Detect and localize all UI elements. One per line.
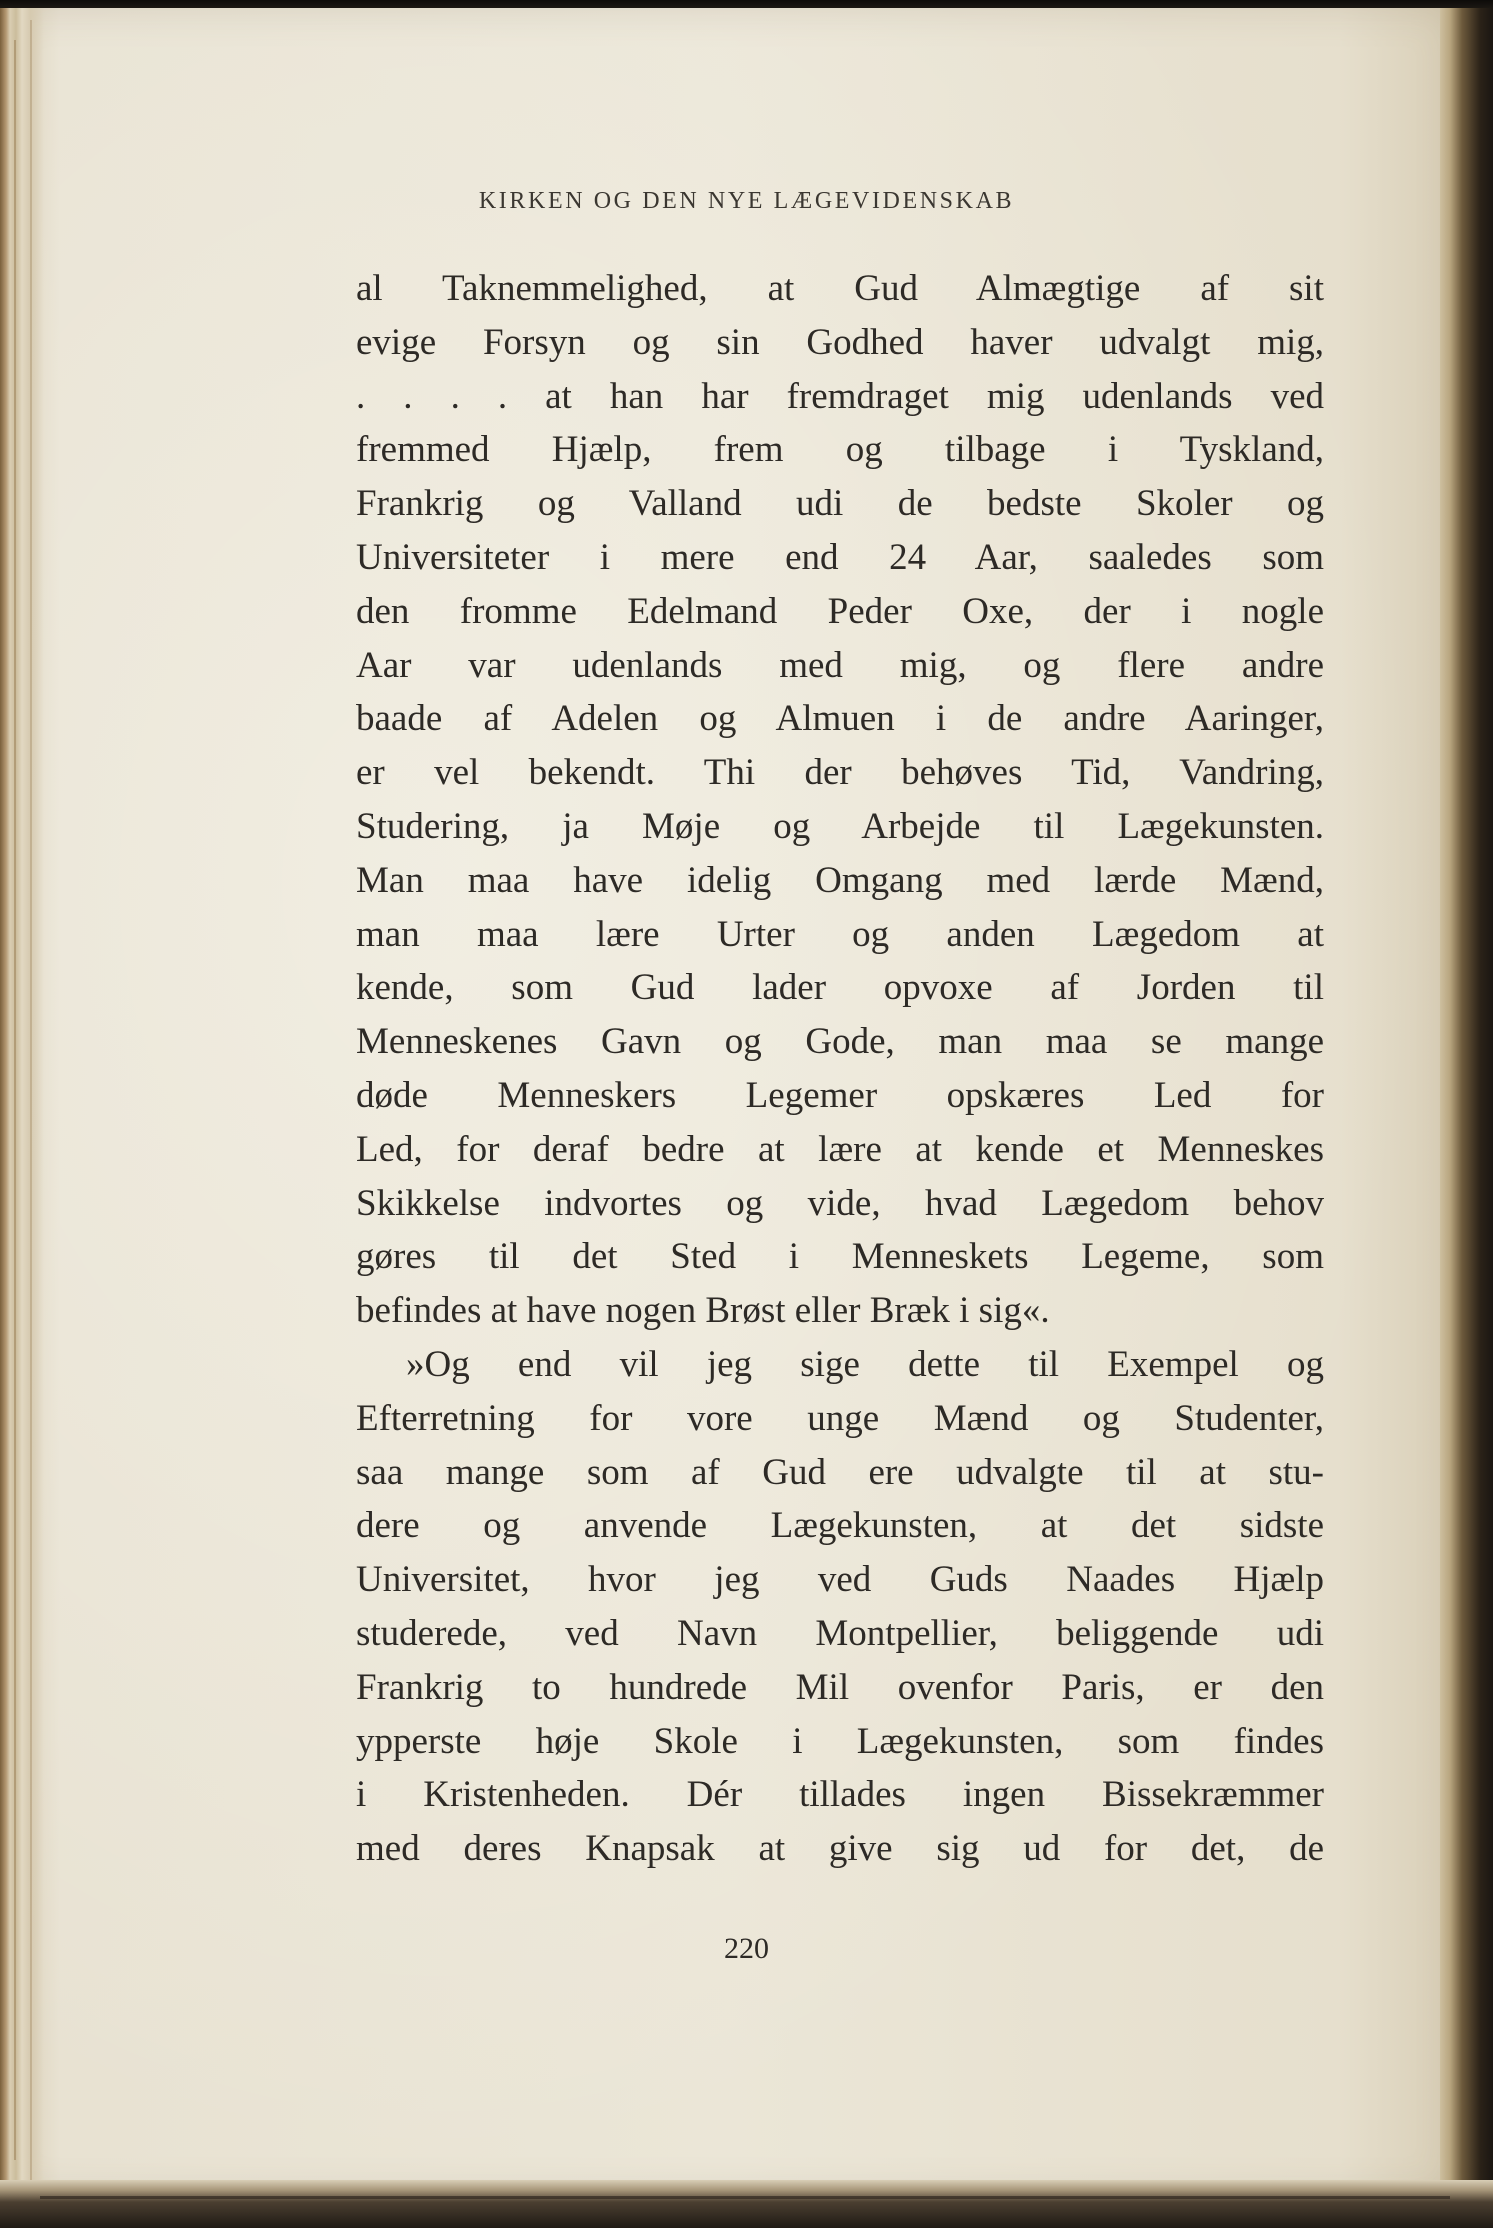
- text-line: Universitet, hvor jeg ved Guds Naades Hjælp: [356, 1559, 1324, 1601]
- text-line: med deres Knapsak at give sig ud for det, de: [356, 1828, 1324, 1870]
- text-line: baade af Adelen og Almuen i de andre Aaringer,: [356, 698, 1324, 740]
- text-line: døde Menneskers Legemer opskæres Led for: [356, 1074, 1324, 1116]
- text-line: Frankrig og Valland udi de bedste Skoler og: [356, 483, 1324, 525]
- text-line: Efterretning for vore unge Mænd og Studenter,: [356, 1397, 1324, 1439]
- text-line: dere og anvende Lægekunsten, at det sidste: [356, 1505, 1324, 1547]
- text-line: Man maa have idelig Omgang med lærde Mænd,: [356, 859, 1324, 901]
- text-line: ypperste høje Skole i Lægekunsten, som findes: [356, 1720, 1324, 1762]
- text-line: . . . . at han har fremdraget mig udenlands ved: [356, 375, 1324, 417]
- paragraph-end-line: befindes at have nogen Brøst eller Bræk i sig«.: [356, 1290, 1050, 1332]
- binding-crease: [14, 40, 16, 2160]
- text-line: Skikkelse indvortes og vide, hvad Lægedom behov: [356, 1182, 1324, 1224]
- text-line: kende, som Gud lader opvoxe af Jorden til: [356, 967, 1324, 1009]
- book-binding: [0, 8, 44, 2196]
- text-line: gøres til det Sted i Menneskets Legeme, som: [356, 1236, 1324, 1278]
- text-line: den fromme Edelmand Peder Oxe, der i nogle: [356, 590, 1324, 632]
- binding-crease: [30, 20, 32, 2180]
- paragraph-start-line: »Og end vil jeg sige dette til Exempel og: [406, 1343, 1324, 1385]
- page-bottom-edge: [0, 2180, 1493, 2228]
- text-line: er vel bekendt. Thi der behøves Tid, Vandring,: [356, 752, 1324, 794]
- running-head: KIRKEN OG DEN NYE LÆGEVIDENSKAB: [478, 188, 1015, 214]
- text-line: Frankrig to hundrede Mil ovenfor Paris, er den: [356, 1666, 1324, 1708]
- text-line: studerede, ved Navn Montpellier, beliggende udi: [356, 1612, 1324, 1654]
- text-line: Aar var udenlands med mig, og flere andre: [356, 644, 1324, 686]
- text-line: Led, for deraf bedre at lære at kende et Menneskes: [356, 1128, 1324, 1170]
- page-right-edge: [1440, 8, 1493, 2208]
- text-line: man maa lære Urter og anden Lægedom at: [356, 913, 1324, 955]
- text-line: Menneskenes Gavn og Gode, man maa se mange: [356, 1021, 1324, 1063]
- text-line: i Kristenheden. Dér tillades ingen Bissekræmmer: [356, 1774, 1324, 1816]
- body-text: [356, 262, 1324, 1876]
- text-line: al Taknemmelighed, at Gud Almægtige af sit: [356, 268, 1324, 309]
- text-line: Universiteter i mere end 24 Aar, saaledes som: [356, 536, 1324, 578]
- page-number: 220: [724, 1932, 769, 1965]
- page-bottom-rule: [40, 2196, 1450, 2199]
- text-line: saa mange som af Gud ere udvalgte til at stu-: [356, 1451, 1324, 1493]
- text-line: Studering, ja Møje og Arbejde til Lægekunsten.: [356, 805, 1324, 847]
- text-line: fremmed Hjælp, frem og tilbage i Tyskland,: [356, 429, 1324, 471]
- text-line: evige Forsyn og sin Godhed haver udvalgt mig,: [356, 321, 1324, 363]
